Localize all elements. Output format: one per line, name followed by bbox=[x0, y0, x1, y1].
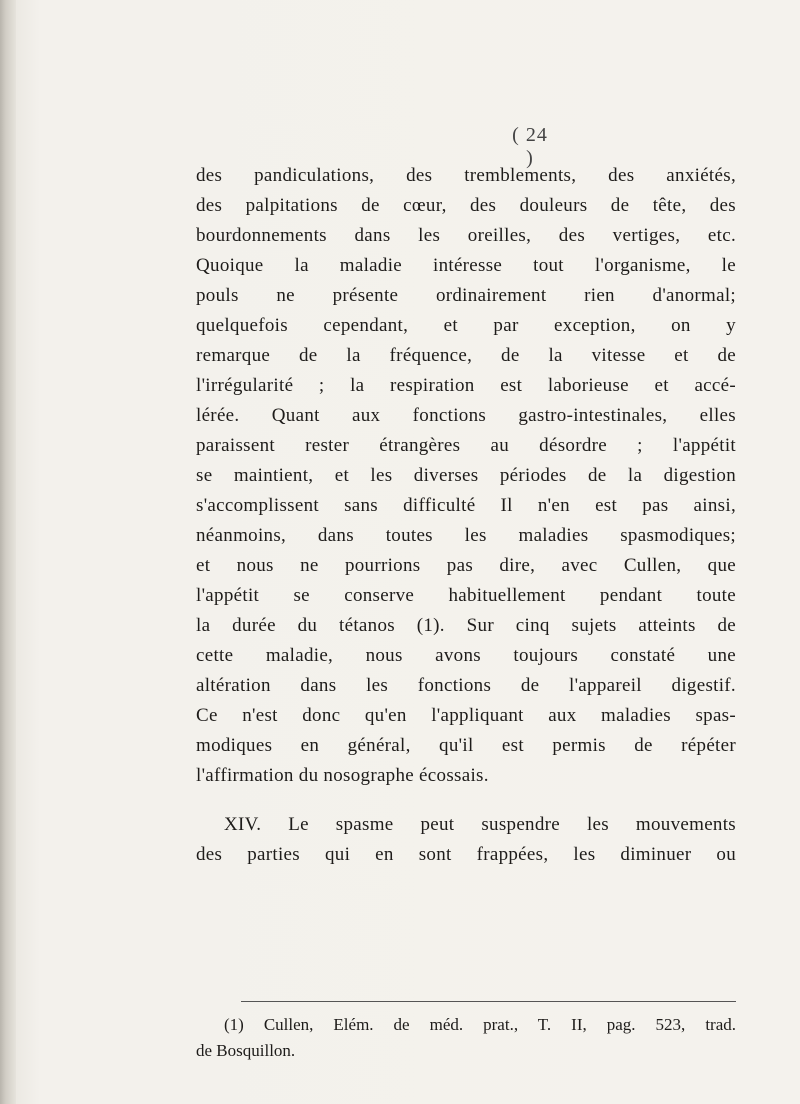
text-line: remarque de la fréquence, de la vitesse et de bbox=[196, 345, 736, 366]
body-text bbox=[196, 161, 736, 870]
text-line: néanmoins, dans toutes les maladies spasmodiques; bbox=[196, 525, 736, 546]
text-line: se maintient, et les diverses périodes de la digestion bbox=[196, 465, 736, 486]
text-line: Quoique la maladie intéresse tout l'organisme, le bbox=[196, 255, 736, 276]
text-line: Ce n'est donc qu'en l'appliquant aux maladies spas- bbox=[196, 705, 736, 726]
footnote-separator bbox=[241, 1001, 736, 1002]
page-number: ( 24 ) bbox=[512, 124, 548, 169]
page-binding-shadow bbox=[0, 0, 16, 1104]
text-line: la durée du tétanos (1). Sur cinq sujets atteints de bbox=[196, 615, 736, 636]
text-line: et nous ne pourrions pas dire, avec Cullen, que bbox=[196, 555, 736, 576]
text-line: des palpitations de cœur, des douleurs de tête, des bbox=[196, 195, 736, 216]
text-line: s'accomplissent sans difficulté Il n'en est pas ainsi, bbox=[196, 495, 736, 516]
text-line: quelquefois cependant, et par exception, on y bbox=[196, 315, 736, 336]
text-line: paraissent rester étrangères au désordre ; l'appétit bbox=[196, 435, 736, 456]
footnote-line: (1) Cullen, Elém. de méd. prat., T. II, pag. 523, trad. bbox=[224, 1015, 736, 1034]
text-line: bourdonnements dans les oreilles, des vertiges, etc. bbox=[196, 225, 736, 246]
section-xiv-line: XIV. Le spasme peut suspendre les mouvements bbox=[224, 814, 736, 835]
text-line: l'irrégularité ; la respiration est laborieuse et accé- bbox=[196, 375, 736, 396]
footnote bbox=[196, 1012, 736, 1064]
paragraph-gap bbox=[196, 791, 736, 810]
text-line: des pandiculations, des tremblements, des anxiétés, bbox=[196, 165, 736, 186]
text-line: l'affirmation du nosographe écossais. bbox=[196, 765, 489, 786]
text-line: modiques en général, qu'il est permis de répéter bbox=[196, 735, 736, 756]
text-line: des parties qui en sont frappées, les diminuer ou bbox=[196, 844, 736, 865]
text-line: lérée. Quant aux fonctions gastro-intestinales, elles bbox=[196, 405, 736, 426]
text-line: altération dans les fonctions de l'appareil digestif. bbox=[196, 675, 736, 696]
text-line: cette maladie, nous avons toujours constaté une bbox=[196, 645, 736, 666]
footnote-line: de Bosquillon. bbox=[196, 1041, 296, 1060]
text-line: pouls ne présente ordinairement rien d'anormal; bbox=[196, 285, 736, 306]
text-line: l'appétit se conserve habituellement pendant toute bbox=[196, 585, 736, 606]
